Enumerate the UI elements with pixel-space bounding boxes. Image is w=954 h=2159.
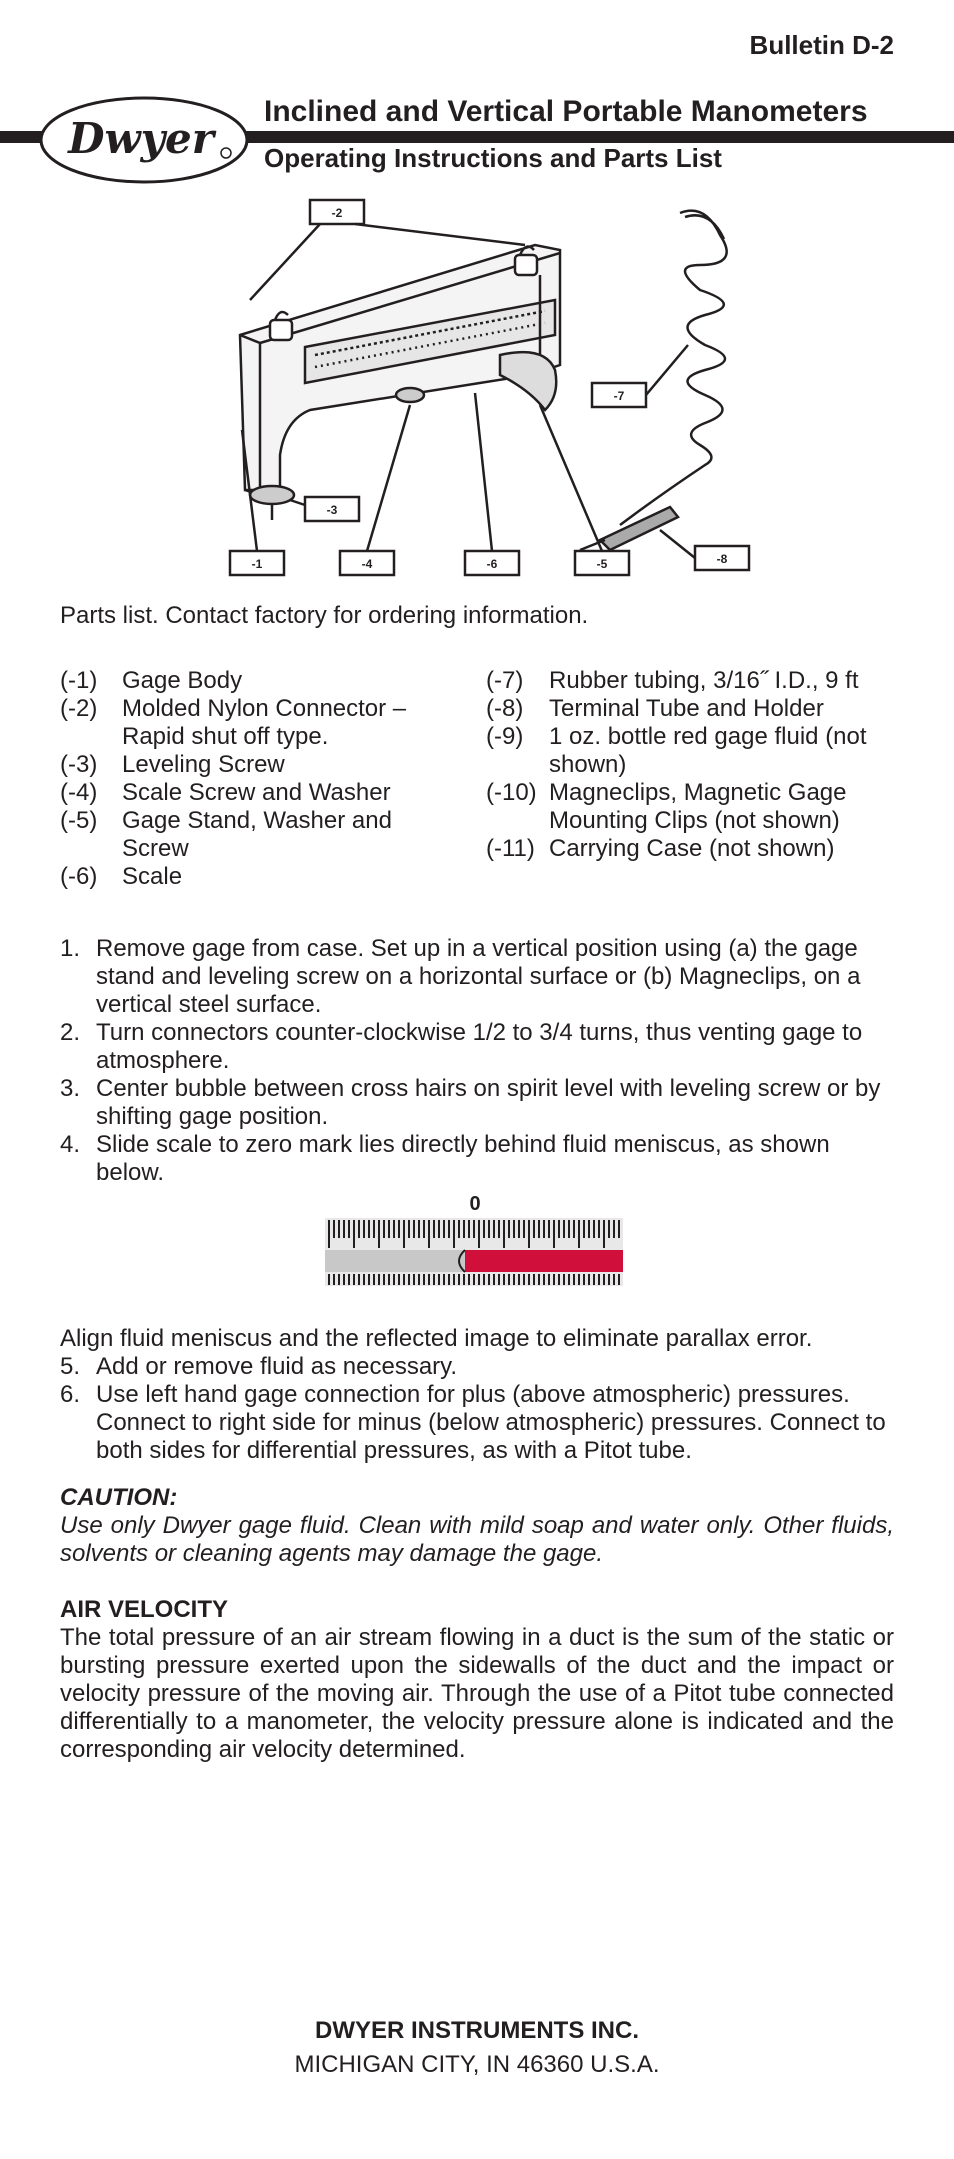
callout-2: -2 — [331, 206, 343, 220]
align-note: Align fluid meniscus and the reflected image to eliminate parallax error. — [60, 1325, 813, 1352]
list-item: (-1) Gage Body — [60, 667, 243, 694]
list-item: (-3) Leveling Screw — [60, 751, 285, 778]
list-item: (-7) Rubber tubing, 3/16˝ I.D., 9 ft — [486, 667, 859, 694]
list-item: (-6) Scale — [60, 863, 183, 890]
callout-3: -3 — [326, 503, 338, 517]
manometer-diagram — [200, 195, 780, 580]
caution-body: Use only Dwyer gage fluid. Clean with mild soap and water only. Other fluids, solvents or cleaning agents may damage the gage. — [60, 1512, 894, 1567]
air-velocity-heading: AIR VELOCITY — [60, 1596, 229, 1623]
scale-zero-label: 0 — [469, 1193, 481, 1215]
list-item: (-8) Terminal Tube and Holder — [486, 695, 824, 722]
scale-meniscus-image — [325, 1188, 623, 1288]
callout-1: -1 — [251, 557, 263, 571]
dwyer-logo — [38, 95, 250, 185]
instruction-steps-1-4 — [60, 935, 900, 1187]
list-item: 1. Remove gage from case. Set up in a vertical position using (a) the gage stand and leveling screw on a horizontal surface or (b) Magneclips, on a vertical steel surface. — [60, 935, 861, 1018]
company-address: MICHIGAN CITY, IN 46360 U.S.A. — [294, 2051, 660, 2078]
caution-heading: CAUTION: — [60, 1484, 178, 1511]
page-subtitle: Operating Instructions and Parts List — [264, 143, 722, 173]
callout-6: -6 — [486, 557, 498, 571]
list-item: (-4) Scale Screw and Washer — [60, 779, 391, 806]
air-velocity-body: The total pressure of an air stream flowing in a duct is the sum of the static or bursting pressure exerted upon the sidewalls of the duct and the impact or velocity pressure of the moving air. Through the use of a Pitot tube connected differentially to a manometer, the velocity pressure alone is indicated and the corresponding air velocity determined. — [60, 1624, 894, 1763]
list-item: (-2) Molded Nylon Connector – Rapid shut off type. — [60, 695, 407, 750]
list-item: (-10) Magneclips, Magnetic Gage Mounting Clips (not shown) — [486, 779, 847, 834]
logo-text: Dwyer — [68, 114, 214, 163]
list-item: (-9) 1 oz. bottle red gage fluid (not shown) — [486, 723, 867, 778]
callout-4: -4 — [361, 557, 373, 571]
list-item: 6. Use left hand gage connection for plus (above atmospheric) pressures. Connect to right side for minus (below atmospheric) pressures. Connect to both sides for differential pressures, as with a Pitot tube. — [60, 1381, 886, 1464]
callout-7: -7 — [613, 389, 625, 403]
instruction-steps-5-6 — [60, 1353, 900, 1465]
page-title: Inclined and Vertical Portable Manometers — [264, 95, 868, 128]
parts-list-right — [486, 667, 906, 863]
parts-list-left — [60, 667, 460, 891]
callout-5: -5 — [596, 557, 608, 571]
list-item: 4. Slide scale to zero mark lies directly behind fluid meniscus, as shown below. — [60, 1131, 830, 1186]
list-item: 2. Turn connectors counter-clockwise 1/2 to 3/4 turns, thus venting gage to atmosphere. — [60, 1019, 863, 1074]
callout-8: -8 — [716, 552, 728, 566]
list-item: 3. Center bubble between cross hairs on spirit level with leveling screw or by shifting gage position. — [60, 1075, 881, 1130]
list-item: (-5) Gage Stand, Washer and Screw — [60, 807, 392, 862]
parts-intro: Parts list. Contact factory for ordering information. — [60, 602, 589, 629]
list-item: 5. Add or remove fluid as necessary. — [60, 1353, 458, 1380]
company-name: DWYER INSTRUMENTS INC. — [315, 2017, 639, 2044]
bulletin-number: Bulletin D-2 — [749, 30, 894, 60]
list-item: (-11) Carrying Case (not shown) — [486, 835, 835, 862]
